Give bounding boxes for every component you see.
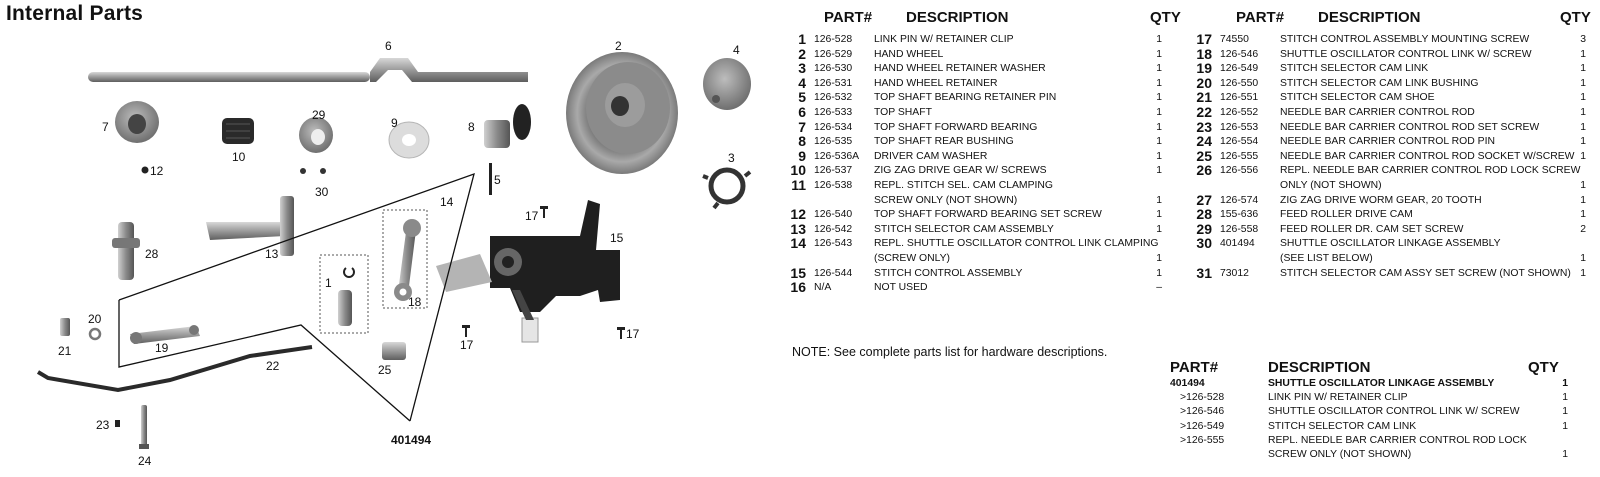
hand-wheel-retainer-part [703, 58, 751, 110]
hardware-note: NOTE: See complete parts list for hardware descriptions. [792, 345, 1108, 359]
table-row [782, 33, 1182, 48]
table-row [1170, 448, 1590, 462]
feed-roller-cam-part [299, 117, 333, 153]
part-number: 126-574 [1220, 194, 1259, 206]
table-row [782, 135, 1182, 150]
part-quantity: 1 [1580, 179, 1586, 191]
item-number: 25 [1196, 147, 1212, 164]
part-description: NEEDLE BAR CARRIER CONTROL ROD [1280, 106, 1475, 118]
callout-label: 18 [408, 295, 422, 309]
part-number: >126-549 [1180, 420, 1225, 432]
table-row [1170, 377, 1590, 391]
part-number: 126-551 [1220, 92, 1259, 104]
part-description: SHUTTLE OSCILLATOR CONTROL LINK W/ SCREW [1280, 48, 1532, 60]
description-header: DESCRIPTION [906, 9, 1009, 26]
part-description: DRIVER CAM WASHER [874, 150, 988, 162]
callout-label: 10 [232, 150, 246, 164]
table-row [782, 103, 1182, 121]
part-number: 126-530 [814, 63, 853, 75]
assembly-label: 401494 [391, 433, 432, 447]
part-description: SHUTTLE OSCILLATOR CONTROL LINK W/ SCREW [1268, 406, 1520, 418]
part-description: STITCH SELECTOR CAM LINK [1280, 63, 1429, 75]
drive-gear-part [222, 118, 254, 144]
part-number: 401494 [1170, 378, 1205, 389]
callout-label: 15 [610, 231, 624, 245]
hand-wheel-part [566, 52, 678, 174]
callout-label: 21 [58, 344, 72, 358]
callout-label: 8 [468, 120, 475, 134]
part-quantity: 1 [1562, 406, 1568, 418]
forward-bearing-part [115, 101, 159, 143]
table-row [782, 194, 1182, 209]
part-description: STITCH SELECTOR CAM LINK BUSHING [1280, 77, 1479, 89]
cam-link-bushing-part [90, 329, 100, 339]
part-number: 126-528 [814, 34, 853, 45]
part-description: LINK PIN W/ RETAINER CLIP [874, 34, 1014, 45]
part-description: STITCH CONTROL ASSEMBLY [874, 267, 1023, 279]
part-number: 126-537 [814, 165, 853, 177]
part-description: STITCH SELECTOR CAM ASSEMBLY [874, 223, 1054, 235]
part-quantity: 3 [1580, 34, 1586, 45]
part-description: REPL. NEEDLE BAR CARRIER CONTROL ROD LOCK [1268, 434, 1527, 446]
callout-label: 19 [155, 341, 169, 355]
table-row [782, 118, 1182, 136]
part-number: 126-543 [814, 238, 853, 250]
stitch-selector-cam-part [206, 196, 294, 256]
part-number: 74550 [1220, 34, 1249, 45]
callout-label: 1 [325, 276, 332, 290]
top-shaft-part [88, 58, 528, 82]
part-number: >126-546 [1180, 406, 1225, 418]
part-quantity: 1 [1562, 448, 1568, 460]
part-description: FEED ROLLER DRIVE CAM [1280, 209, 1413, 221]
callout-label: 14 [440, 195, 454, 209]
table-row [1188, 45, 1600, 63]
mounting-screw-part [462, 325, 470, 337]
parts-rows-right [1188, 33, 1600, 281]
table-row [782, 176, 1182, 194]
table-row [782, 74, 1182, 92]
part-quantity: 1 [1562, 420, 1568, 432]
cam-set-screw-part [300, 168, 306, 174]
item-number: 21 [1196, 89, 1212, 106]
parts-table-left [782, 9, 1182, 296]
part-description: REPL. SHUTTLE OSCILLATOR CONTROL LINK CLAMPING [874, 238, 1159, 250]
part-number: 73012 [1220, 267, 1249, 279]
item-number: 3 [798, 60, 806, 77]
part-quantity: 1 [1580, 209, 1586, 221]
callout-label: 23 [96, 418, 110, 432]
table-row [1188, 220, 1600, 238]
item-number: 20 [1196, 74, 1212, 91]
part-quantity: 1 [1580, 252, 1586, 264]
table-row [782, 208, 1182, 223]
table-row [782, 252, 1182, 267]
qty-header: QTY [1528, 359, 1559, 376]
part-header: PART# [1170, 359, 1219, 376]
feed-roller-drive-cam-part [112, 222, 140, 280]
item-number: 18 [1196, 45, 1212, 62]
part-quantity: 1 [1156, 63, 1162, 75]
item-number: 2 [798, 45, 806, 62]
qty-header: QTY [1560, 9, 1591, 26]
part-description: SHUTTLE OSCILLATOR LINKAGE ASSEMBLY [1268, 378, 1495, 389]
callout-label: 24 [138, 454, 152, 468]
part-number: 126-536A [814, 150, 860, 162]
table-row [1170, 434, 1590, 448]
part-number: 126-531 [814, 77, 853, 89]
table-row [1188, 74, 1600, 92]
callout-label: 9 [391, 116, 398, 130]
part-description: SCREW ONLY (NOT SHOWN) [874, 194, 1018, 206]
rear-bushing-part [484, 104, 531, 148]
part-quantity: 1 [1580, 63, 1586, 75]
part-number: >126-555 [1180, 434, 1225, 446]
table-header [782, 9, 1182, 33]
part-description: TOP SHAFT REAR BUSHING [874, 136, 1014, 148]
part-number: 126-535 [814, 136, 853, 148]
item-number: 27 [1196, 191, 1212, 208]
part-description: HAND WHEEL RETAINER [874, 77, 998, 89]
callout-label: 17 [626, 327, 640, 341]
part-quantity: 1 [1156, 150, 1162, 162]
callout-label: 28 [145, 247, 159, 261]
page-title: Internal Parts [6, 2, 144, 25]
callout-label: 17 [460, 338, 474, 352]
item-number: 4 [798, 74, 806, 91]
part-quantity: 1 [1156, 77, 1162, 89]
table-row [1188, 118, 1600, 136]
part-description: HAND WHEEL [874, 48, 944, 60]
link-pin-part [338, 268, 354, 326]
exploded-parts-diagram [0, 0, 780, 477]
table-header [1188, 9, 1600, 33]
callout-label: 30 [315, 185, 329, 199]
item-number: 1 [798, 31, 806, 47]
part-description: TOP SHAFT FORWARD BEARING [874, 121, 1038, 133]
part-description: SHUTTLE OSCILLATOR LINKAGE ASSEMBLY [1280, 238, 1501, 250]
part-description: NEEDLE BAR CARRIER CONTROL ROD PIN [1280, 136, 1495, 148]
part-description: HAND WHEEL RETAINER WASHER [874, 63, 1046, 75]
item-number: 31 [1196, 264, 1212, 281]
part-quantity: 1 [1156, 106, 1162, 118]
part-quantity: 1 [1580, 48, 1586, 60]
part-description: ONLY (NOT SHOWN) [1280, 179, 1382, 191]
part-quantity: 1 [1156, 34, 1162, 45]
part-number: 126-556 [1220, 165, 1259, 177]
item-number: 12 [790, 206, 806, 223]
item-number: 29 [1196, 220, 1212, 237]
part-description: STITCH SELECTOR CAM SHOE [1280, 92, 1435, 104]
item-number: 24 [1196, 133, 1212, 150]
part-description: STITCH CONTROL ASSEMBLY MOUNTING SCREW [1280, 34, 1530, 45]
table-row [1188, 62, 1600, 77]
callout-label: 17 [525, 209, 539, 223]
table-row [782, 281, 1182, 296]
part-description: NEEDLE BAR CARRIER CONTROL ROD SOCKET W/SCREW [1280, 150, 1575, 162]
item-number: 23 [1196, 118, 1212, 135]
part-number: 126-533 [814, 106, 853, 118]
part-number: 126-538 [814, 179, 853, 191]
part-quantity: 1 [1156, 48, 1162, 60]
table-row [1188, 103, 1600, 121]
part-quantity: 1 [1156, 252, 1162, 264]
part-number: 126-553 [1220, 121, 1259, 133]
callout-label: 12 [150, 164, 164, 178]
part-description: REPL. NEEDLE BAR CARRIER CONTROL ROD LOCK SCREW [1280, 165, 1581, 177]
item-number: 13 [790, 220, 806, 237]
part-number: 126-555 [1220, 150, 1259, 162]
item-number: 10 [790, 162, 806, 179]
callout-label: 6 [385, 39, 392, 53]
table-row [782, 220, 1182, 238]
cam-set-screw-part [320, 168, 326, 174]
item-number: 19 [1196, 60, 1212, 77]
part-description: REPL. STITCH SEL. CAM CLAMPING [874, 179, 1053, 191]
table-row [1188, 91, 1600, 106]
part-quantity: 1 [1156, 121, 1162, 133]
parts-rows-left [782, 33, 1182, 296]
part-description: ZIG ZAG DRIVE GEAR W/ SCREWS [874, 165, 1047, 177]
item-number: 5 [798, 89, 806, 106]
part-header: PART# [1236, 9, 1285, 26]
item-number: 8 [798, 133, 806, 150]
part-number: 126-544 [814, 267, 853, 279]
part-quantity: 1 [1156, 194, 1162, 206]
retainer-pin-part [489, 163, 492, 195]
mounting-screw-part [617, 327, 625, 339]
part-quantity: – [1156, 282, 1162, 294]
item-number: 6 [798, 103, 806, 120]
table-row [1188, 33, 1600, 48]
callout-label: 3 [728, 151, 735, 165]
table-row [782, 164, 1182, 179]
table-row [1188, 191, 1600, 209]
part-number: 126-558 [1220, 223, 1259, 235]
table-row [1170, 391, 1590, 405]
part-description: (SEE LIST BELOW) [1280, 252, 1373, 264]
item-number: 11 [791, 176, 806, 193]
callout-label: 22 [266, 359, 280, 373]
set-screw-part [142, 167, 149, 174]
callout-label: 7 [102, 120, 109, 134]
part-quantity: 1 [1580, 194, 1586, 206]
item-number: 7 [798, 118, 806, 135]
linkage-assembly-table [1170, 359, 1590, 462]
part-description: ZIG ZAG DRIVE WORM GEAR, 20 TOOTH [1280, 194, 1482, 206]
item-number: 26 [1196, 162, 1212, 179]
callout-label: 5 [494, 173, 501, 187]
table-header [1170, 359, 1590, 377]
table-row [1188, 164, 1600, 179]
table-row [782, 91, 1182, 106]
part-quantity: 1 [1580, 267, 1586, 279]
part-quantity: 1 [1580, 121, 1586, 133]
table-row [782, 45, 1182, 63]
part-description: NOT USED [874, 282, 928, 294]
part-number: 126-540 [814, 209, 853, 221]
part-description: LINK PIN W/ RETAINER CLIP [1268, 392, 1408, 404]
part-quantity: 1 [1156, 136, 1162, 148]
item-number: 17 [1196, 31, 1212, 47]
part-number: 126-552 [1220, 106, 1259, 118]
part-number: >126-528 [1180, 392, 1225, 404]
part-number: 126-534 [814, 121, 853, 133]
table-row [1188, 264, 1600, 282]
part-number: 401494 [1220, 238, 1255, 250]
part-description: STITCH SELECTOR CAM ASSY SET SCREW (NOT SHOWN) [1280, 267, 1571, 279]
part-description: TOP SHAFT FORWARD BEARING SET SCREW [874, 209, 1102, 221]
part-header: PART# [824, 9, 873, 26]
part-quantity: 1 [1562, 378, 1568, 389]
item-number: 15 [790, 264, 806, 281]
callout-label: 4 [733, 43, 740, 57]
part-description: TOP SHAFT BEARING RETAINER PIN [874, 92, 1057, 104]
part-quantity: 1 [1580, 92, 1586, 104]
part-number: 155-636 [1220, 209, 1259, 221]
item-number: 9 [798, 147, 806, 164]
part-number: N/A [814, 282, 832, 294]
callout-label: 25 [378, 363, 392, 377]
cam-shoe-part [60, 318, 70, 336]
part-description: NEEDLE BAR CARRIER CONTROL ROD SET SCREW [1280, 121, 1540, 133]
table-row [782, 147, 1182, 165]
table-row [1188, 237, 1600, 252]
part-quantity: 1 [1156, 223, 1162, 235]
parts-table-right [1188, 9, 1600, 281]
table-row [1188, 252, 1600, 267]
part-quantity: 1 [1562, 392, 1568, 404]
callout-label: 20 [88, 312, 102, 326]
part-number: 126-554 [1220, 136, 1259, 148]
table-row [782, 264, 1182, 282]
linkage-rows [1170, 377, 1590, 462]
table-row [1188, 208, 1600, 223]
item-number: 22 [1196, 103, 1212, 120]
description-header: DESCRIPTION [1268, 359, 1371, 376]
table-row [1170, 420, 1590, 434]
part-description: TOP SHAFT [874, 106, 932, 118]
part-number: 126-550 [1220, 77, 1259, 89]
part-description: SCREW ONLY (NOT SHOWN) [1268, 448, 1412, 460]
part-quantity: 1 [1156, 92, 1162, 104]
part-quantity: 1 [1156, 165, 1162, 177]
callout-label: 2 [615, 39, 622, 53]
table-row [1188, 135, 1600, 150]
control-link-part [394, 219, 421, 301]
rod-socket-part [382, 342, 406, 360]
description-header: DESCRIPTION [1318, 9, 1421, 26]
part-quantity: 1 [1580, 106, 1586, 118]
rod-set-screw-part [115, 420, 120, 427]
part-quantity: 1 [1580, 77, 1586, 89]
callout-label: 13 [265, 247, 279, 261]
part-quantity: 1 [1580, 150, 1586, 162]
retainer-washer-part [703, 170, 750, 208]
part-description: STITCH SELECTOR CAM LINK [1268, 420, 1417, 432]
part-description: (SCREW ONLY) [874, 252, 951, 264]
mounting-screw-part [540, 206, 548, 218]
part-quantity: 1 [1156, 267, 1162, 279]
part-quantity: 2 [1580, 223, 1586, 235]
part-number: 126-542 [814, 223, 853, 235]
table-row [1170, 405, 1590, 419]
part-number: 126-546 [1220, 48, 1259, 60]
table-row [1188, 179, 1600, 194]
qty-header: QTY [1150, 9, 1181, 26]
item-number: 14 [790, 235, 806, 252]
item-number: 28 [1196, 206, 1212, 223]
part-description: FEED ROLLER DR. CAM SET SCREW [1280, 223, 1464, 235]
rod-pin-part [139, 405, 149, 449]
item-number: 16 [790, 279, 806, 296]
table-row [1188, 147, 1600, 165]
callout-label: 29 [312, 108, 326, 122]
part-number: 126-532 [814, 92, 853, 104]
table-row [782, 62, 1182, 77]
part-number: 126-549 [1220, 63, 1259, 75]
part-number: 126-529 [814, 48, 853, 60]
item-number: 30 [1196, 235, 1212, 252]
part-quantity: 1 [1156, 209, 1162, 221]
table-row [782, 237, 1182, 252]
part-quantity: 1 [1580, 136, 1586, 148]
